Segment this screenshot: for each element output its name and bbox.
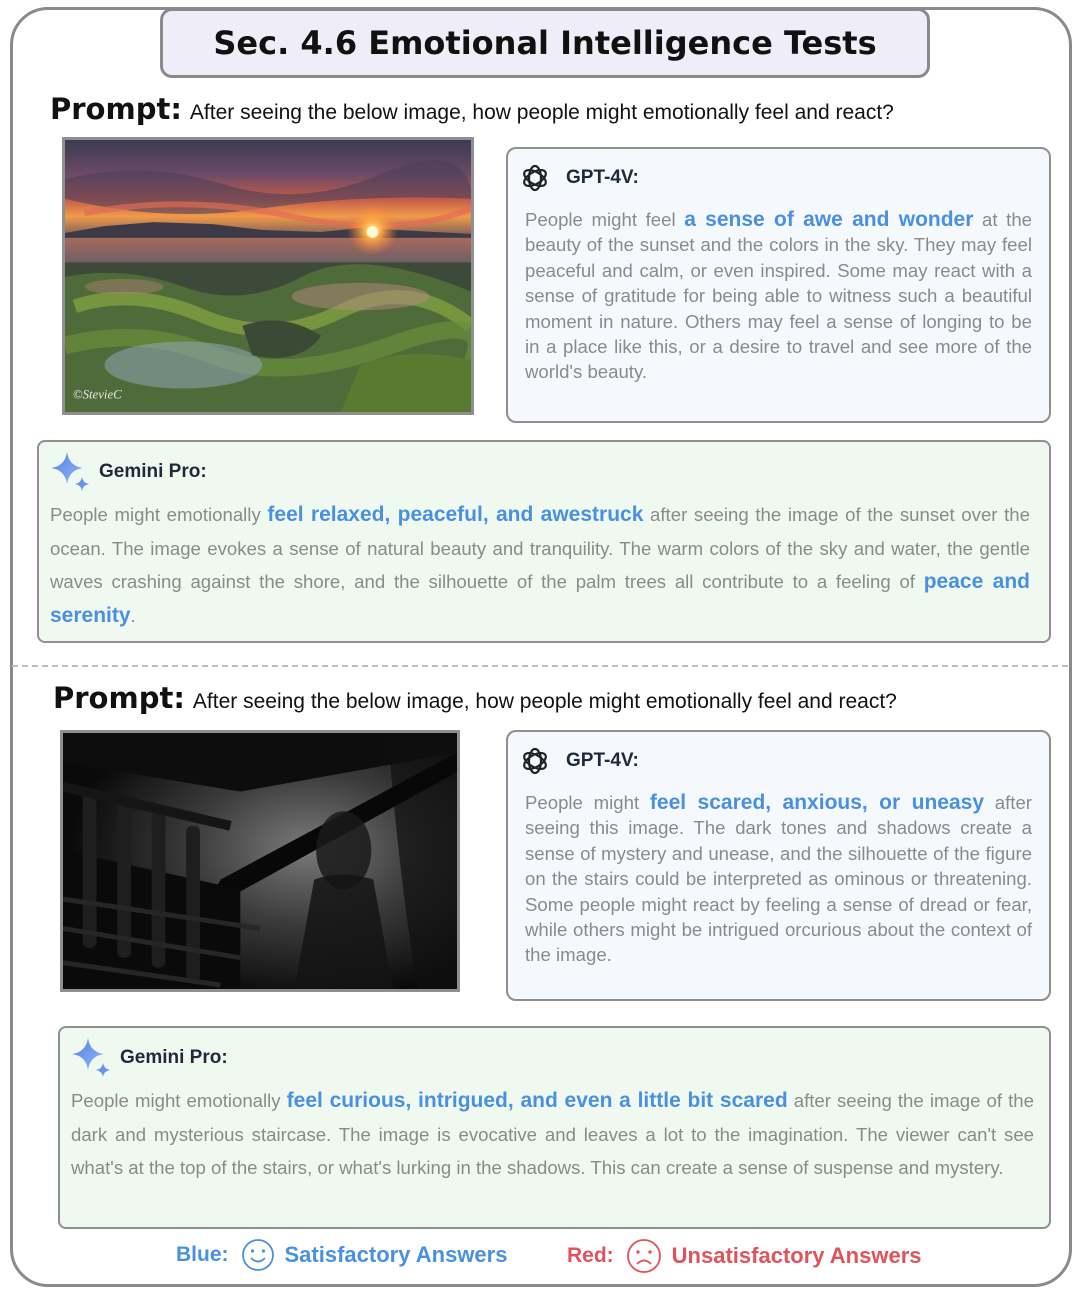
gemini-answer bbox=[50, 498, 1030, 632]
highlight-satisfactory: feel scared, anxious, or uneasy bbox=[649, 791, 985, 814]
legend-unsatisfactory bbox=[567, 1238, 922, 1274]
answer-text: after seeing this image. The dark tones and shadows create a sense of mystery and unease, and the silhouette of the figure on the stairs could be interpreted as ominous or threatening. Some people might react by feeling a sense of dread or fear, while others might be intrigued orcurious about the context of the image. bbox=[525, 792, 1032, 966]
gemini-response-box bbox=[58, 1026, 1051, 1229]
sunset-seashore-photo bbox=[62, 137, 474, 415]
highlight-satisfactory: peace and serenity bbox=[50, 570, 1030, 627]
answer-text: People might feel bbox=[525, 209, 685, 230]
gpt4v-response-box bbox=[506, 730, 1051, 1001]
openai-logo-icon bbox=[518, 161, 552, 195]
prompt-label: Prompt: bbox=[50, 92, 182, 126]
highlight-satisfactory: feel relaxed, peaceful, and awestruck bbox=[267, 503, 644, 526]
legend-blue-label: Blue: bbox=[176, 1243, 229, 1266]
gemini-sparkle-icon bbox=[70, 1036, 114, 1080]
gemini-response-box bbox=[37, 440, 1051, 643]
smile-face-icon bbox=[241, 1238, 275, 1272]
answer-text: at the beauty of the sunset and the colors in the sky. They may feel peaceful and calm, or even inspired. Some may react with a sense of gratitude for being able to witness such a beautiful moment in nature. Others may feel a sense of longing to be in a place like this, or a desire to travel and see more of the world's beauty. bbox=[525, 209, 1033, 383]
section-title: Sec. 4.6 Emotional Intelligence Tests bbox=[160, 8, 930, 78]
prompt-label: Prompt: bbox=[53, 681, 185, 715]
prompt-text: After seeing the below image, how people might emotionally feel and react? bbox=[192, 690, 897, 713]
legend-red-label: Red: bbox=[567, 1244, 614, 1267]
highlight-satisfactory: a sense of awe and wonder bbox=[684, 208, 974, 231]
photo-watermark: ©StevieC bbox=[72, 387, 122, 402]
answer-text: People might bbox=[525, 792, 650, 813]
prompt-text: After seeing the below image, how people might emotionally feel and react? bbox=[189, 101, 894, 124]
gpt4v-response-box bbox=[506, 147, 1051, 423]
legend-satisfactory bbox=[176, 1238, 507, 1272]
gpt4v-answer bbox=[525, 207, 1032, 385]
model-name: Gemini Pro: bbox=[120, 1047, 228, 1068]
model-name: Gemini Pro: bbox=[99, 461, 207, 482]
gemini-sparkle-icon bbox=[49, 450, 93, 494]
answer-text: after seeing the image of the dark and mysterious staircase. The image is evocative and leaves a lot to the imagination. The viewer can't see what's at the top of the stairs, or what's lurking in the shadows. This can create a sense of suspense and mystery. bbox=[71, 1090, 1034, 1178]
answer-text: People might emotionally bbox=[71, 1090, 287, 1111]
gemini-answer bbox=[71, 1084, 1034, 1185]
answer-text: . bbox=[130, 604, 136, 626]
model-name: GPT-4V: bbox=[566, 167, 639, 188]
dark-staircase-photo bbox=[60, 730, 460, 992]
frown-face-icon bbox=[626, 1238, 662, 1274]
legend-red-text: Unsatisfactory Answers bbox=[671, 1243, 922, 1268]
gpt4v-answer bbox=[525, 790, 1032, 968]
model-name: GPT-4V: bbox=[566, 750, 639, 771]
prompt-1 bbox=[50, 92, 894, 126]
legend-blue-text: Satisfactory Answers bbox=[284, 1242, 508, 1267]
prompt-2 bbox=[53, 681, 897, 715]
answer-text: after seeing the image of the sunset over the ocean. The image evokes a sense of natural beauty and tranquility. The warm colors of the sky and water, the gentle waves crashing against the shore, and the silhouette of the palm trees all contribute to a feeling of bbox=[50, 504, 1030, 592]
section-divider bbox=[12, 665, 1068, 667]
answer-text: People might emotionally bbox=[50, 504, 268, 525]
openai-logo-icon bbox=[518, 744, 552, 778]
highlight-satisfactory: feel curious, intrigued, and even a little bit scared bbox=[286, 1089, 788, 1112]
